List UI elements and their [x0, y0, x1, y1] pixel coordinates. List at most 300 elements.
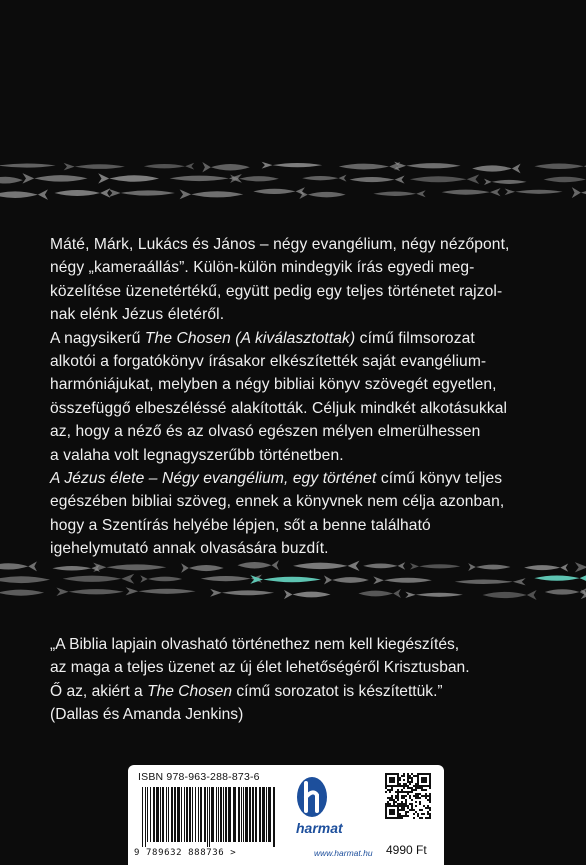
fish-icon [262, 162, 323, 169]
fish-icon [339, 162, 400, 171]
barcode-bar [174, 787, 176, 842]
fish-icon [0, 561, 37, 571]
qr-module [407, 791, 409, 793]
isbn-number: ISBN 978-963-288-873-6 [138, 771, 260, 783]
qr-module [397, 785, 399, 787]
qr-module [397, 779, 399, 781]
desc-text: című könyv teljes [376, 470, 503, 488]
qr-module [397, 813, 399, 815]
barcode-bar [241, 787, 242, 842]
qr-module [397, 777, 399, 779]
qr-module [429, 793, 431, 795]
qr-module [427, 805, 429, 807]
qr-module [403, 773, 405, 775]
qr-module [399, 777, 401, 779]
barcode-digits: 9 789632 888736 > [134, 848, 237, 858]
qr-module [389, 777, 391, 779]
qr-module [391, 787, 393, 789]
qr-module [417, 779, 419, 781]
quote-text-part: című sorozatot is készítettük.” [232, 682, 443, 700]
qr-module [421, 795, 423, 797]
qr-module [429, 801, 431, 803]
qr-module [417, 795, 419, 797]
qr-module [429, 779, 431, 781]
qr-module [411, 791, 413, 793]
fish-icon [126, 587, 196, 595]
barcode-bar [147, 787, 148, 842]
qr-module [399, 783, 401, 785]
qr-module [417, 785, 419, 787]
qr-module [421, 785, 423, 787]
qr-module [405, 805, 407, 807]
qr-module [391, 797, 393, 799]
qr-module [387, 773, 389, 775]
qr-module [407, 805, 409, 807]
qr-module [411, 799, 413, 801]
fish-band-bottom-graphic [0, 558, 586, 602]
qr-module [429, 807, 431, 809]
qr-module [399, 805, 401, 807]
qr-module [397, 817, 399, 819]
qr-module [413, 813, 415, 815]
desc-text: A nagysikerű [50, 329, 145, 347]
barcode-bar [259, 787, 261, 842]
qr-module [421, 781, 423, 783]
barcode-bar [166, 787, 167, 842]
qr-module [391, 813, 393, 815]
qr-module [385, 805, 387, 807]
fish-icon [545, 588, 586, 597]
qr-module [391, 777, 393, 779]
qr-module [423, 779, 425, 781]
qr-module [401, 789, 403, 791]
qr-module [391, 811, 393, 813]
qr-module [411, 803, 413, 805]
barcode-bar [189, 787, 191, 842]
qr-module [425, 789, 427, 791]
qr-module [423, 813, 425, 815]
qr-module [411, 781, 413, 783]
qr-module [387, 817, 389, 819]
qr-module [423, 789, 425, 791]
qr-module [397, 815, 399, 817]
fish-icon [468, 563, 510, 571]
qr-module [391, 799, 393, 801]
quote-series-title: The Chosen [147, 682, 233, 700]
qr-module [429, 799, 431, 801]
barcode-bar [207, 787, 208, 847]
qr-module [405, 815, 407, 817]
qr-module [413, 809, 415, 811]
qr-module [397, 805, 399, 807]
qr-module [393, 805, 395, 807]
qr-module [415, 789, 417, 791]
fish-icon [250, 575, 321, 584]
qr-module [389, 789, 391, 791]
qr-module [403, 785, 405, 787]
qr-module [399, 813, 401, 815]
qr-module [399, 815, 401, 817]
fish-icon [373, 190, 425, 197]
barcode-bar [218, 787, 219, 842]
qr-module [403, 809, 405, 811]
barcode-bar [195, 787, 196, 842]
description-paragraph-2 [50, 327, 550, 467]
fish-icon [324, 575, 369, 584]
fish-icon [544, 175, 586, 184]
barcode-panel [128, 765, 444, 865]
qr-module [429, 785, 431, 787]
qr-module [403, 815, 405, 817]
qr-module [417, 797, 419, 799]
qr-module [395, 801, 397, 803]
barcode-bar [200, 787, 202, 842]
price-label: 4990 Ft [386, 843, 427, 857]
fish-icon [180, 189, 244, 199]
qr-module [419, 793, 421, 795]
barcode-bar [266, 787, 267, 842]
fish-icon [534, 162, 586, 171]
qr-module [411, 779, 413, 781]
qr-module [401, 807, 403, 809]
fish-band-top-graphic [0, 158, 586, 202]
qr-module [425, 779, 427, 781]
qr-module [407, 777, 409, 779]
qr-module [415, 787, 417, 789]
qr-module [415, 797, 417, 799]
qr-module [409, 791, 411, 793]
fish-icon [572, 187, 586, 198]
fish-icon [109, 189, 175, 197]
barcode-bar [204, 787, 206, 842]
barcode-bar [171, 787, 173, 842]
qr-module [419, 817, 421, 819]
barcode-bar [160, 787, 161, 842]
qr-module [405, 799, 407, 801]
qr-module [429, 795, 431, 797]
qr-module [409, 797, 411, 799]
qr-module [415, 783, 417, 785]
qr-module [395, 795, 397, 797]
qr-module [413, 817, 415, 819]
fish-icon [284, 590, 331, 599]
fish-icon [0, 162, 56, 169]
qr-module [403, 795, 405, 797]
qr-module [389, 813, 391, 815]
qr-module [407, 775, 409, 777]
series-title: The Chosen (A kiválasztottak) [144, 329, 356, 347]
fish-icon [140, 575, 182, 582]
qr-module [413, 789, 415, 791]
fish-icon [54, 188, 110, 198]
quote-attribution: (Dallas és Amanda Jenkins) [50, 706, 244, 724]
qr-module [385, 815, 387, 817]
fish-icon [63, 574, 135, 584]
qr-module [417, 781, 419, 783]
qr-module [415, 785, 417, 787]
barcode-bar [225, 787, 227, 842]
fish-icon [524, 564, 568, 572]
barcode-bar [192, 787, 193, 842]
qr-module [421, 813, 423, 815]
qr-module [387, 797, 389, 799]
fish-icon [22, 173, 87, 183]
qr-module [409, 809, 411, 811]
qr-module [389, 779, 391, 781]
qr-module [425, 781, 427, 783]
barcode-bar [238, 787, 240, 842]
fish-icon [410, 174, 479, 184]
qr-module [421, 787, 423, 789]
qr-module [397, 799, 399, 801]
qr-module [411, 805, 413, 807]
barcode-bar [142, 787, 143, 847]
qr-module [391, 789, 393, 791]
barcode-bar [228, 787, 231, 842]
qr-module [397, 793, 399, 795]
barcode-graphic [138, 787, 278, 847]
qr-module [427, 773, 429, 775]
qr-module [401, 817, 403, 819]
barcode-bar [177, 787, 180, 842]
qr-module [385, 781, 387, 783]
qr-module [417, 813, 419, 815]
qr-module [425, 777, 427, 779]
qr-module [419, 803, 421, 805]
description-paragraph-3 [50, 467, 550, 561]
fish-icon [299, 190, 345, 199]
qr-module [429, 773, 431, 775]
qr-module [393, 803, 395, 805]
qr-module [417, 793, 419, 795]
fish-icon [210, 589, 274, 597]
qr-module [409, 803, 411, 805]
qr-module [389, 805, 391, 807]
barcode-bar [145, 787, 146, 847]
qr-module [385, 779, 387, 781]
qr-module [427, 807, 429, 809]
barcode-bar [150, 787, 151, 842]
qr-module [389, 797, 391, 799]
qr-module [409, 777, 411, 779]
qr-module [403, 791, 405, 793]
desc-line: harmóniájukat, melyben a négy bibliai könyv szövegét egyetlen, [50, 376, 497, 394]
qr-module [429, 817, 431, 819]
qr-module [393, 811, 395, 813]
desc-text: című filmsorozat [355, 329, 475, 347]
qr-module [421, 777, 423, 779]
barcode-bar [245, 787, 248, 842]
qr-module [399, 817, 401, 819]
qr-module [407, 787, 409, 789]
qr-module [407, 811, 409, 813]
qr-module [413, 775, 415, 777]
qr-module [423, 781, 425, 783]
qr-module [403, 775, 405, 777]
desc-line: nak elénk Jézus életéről. [50, 306, 225, 324]
qr-module [415, 801, 417, 803]
fish-icon [202, 162, 249, 172]
qr-module [399, 803, 401, 805]
quote-text [50, 633, 550, 727]
qr-module [401, 791, 403, 793]
fish-icon [373, 576, 432, 584]
qr-module [403, 783, 405, 785]
qr-module [389, 785, 391, 787]
qr-module [419, 797, 421, 799]
qr-module [389, 817, 391, 819]
qr-module [385, 775, 387, 777]
qr-module [401, 797, 403, 799]
fish-band-top [0, 158, 586, 202]
qr-module [419, 809, 421, 811]
qr-module [427, 785, 429, 787]
qr-module [405, 795, 407, 797]
barcode-bar [162, 787, 164, 842]
harmat-logo-icon [295, 775, 329, 819]
qr-module [389, 791, 391, 793]
qr-module [385, 803, 387, 805]
qr-module [397, 811, 399, 813]
qr-module [385, 791, 387, 793]
barcode-bar [211, 787, 214, 842]
quote-line: az maga a teljes üzenet az új élet lehetőségéről Krisztusban. [50, 659, 470, 677]
fish-icon [350, 176, 405, 184]
qr-module [395, 785, 397, 787]
qr-module [397, 803, 399, 805]
qr-module [403, 803, 405, 805]
qr-module [405, 801, 407, 803]
qr-module [417, 777, 419, 779]
qr-module [393, 785, 395, 787]
barcode-bar [184, 787, 185, 842]
qr-module [385, 809, 387, 811]
barcode-bar [268, 787, 271, 842]
qr-module [389, 811, 391, 813]
qr-module [429, 809, 431, 811]
qr-module [389, 803, 391, 805]
qr-module [427, 813, 429, 815]
qr-module [425, 785, 427, 787]
barcode-bar [181, 787, 182, 842]
qr-module [411, 807, 413, 809]
qr-module [391, 809, 393, 811]
fish-icon [253, 187, 305, 195]
fish-icon [144, 163, 194, 170]
qr-module [429, 797, 431, 799]
fish-icon [358, 589, 401, 598]
publisher-url[interactable]: www.harmat.hu [314, 848, 373, 858]
qr-module [385, 783, 387, 785]
qr-module [417, 787, 419, 789]
barcode-bar [220, 787, 222, 842]
barcode-bar [209, 787, 210, 847]
qr-module [401, 775, 403, 777]
qr-module [385, 777, 387, 779]
qr-module [403, 779, 405, 781]
fish-icon [575, 562, 586, 572]
barcode-bar [262, 787, 265, 842]
fish-icon [64, 163, 125, 171]
qr-module [407, 785, 409, 787]
qr-module [427, 811, 429, 813]
qr-module [393, 777, 395, 779]
qr-module [401, 803, 403, 805]
qr-module [419, 773, 421, 775]
qr-module [385, 811, 387, 813]
barcode-bar [168, 787, 169, 842]
book-title: A Jézus élete – Négy evangélium, egy történet [50, 470, 377, 488]
qr-module [389, 799, 391, 801]
qr-module [409, 787, 411, 789]
qr-module [405, 803, 407, 805]
qr-module [401, 795, 403, 797]
qr-module [429, 775, 431, 777]
fish-icon [410, 563, 460, 570]
qr-module [429, 787, 431, 789]
fish-icon [93, 563, 166, 572]
qr-module [397, 781, 399, 783]
qr-module [385, 787, 387, 789]
qr-module [421, 809, 423, 811]
description-paragraph-1 [50, 233, 550, 327]
qr-module [425, 807, 427, 809]
qr-module [397, 775, 399, 777]
qr-module [395, 797, 397, 799]
barcode-bar [198, 787, 199, 842]
qr-module [385, 817, 387, 819]
desc-line: egészében bibliai szöveg, ennek a könyvnek nem célja azonban, [50, 493, 505, 511]
qr-module [387, 785, 389, 787]
barcode-bar [243, 787, 244, 842]
qr-module [415, 775, 417, 777]
desc-line: a valaha volt legnagyszerűbb történetben. [50, 446, 344, 464]
qr-module [405, 783, 407, 785]
qr-module [429, 813, 431, 815]
fish-band-bottom [0, 558, 586, 602]
fish-icon [237, 560, 279, 570]
fish-icon [455, 578, 526, 585]
qr-module [417, 773, 419, 775]
fish-icon [98, 173, 159, 183]
fish-icon [181, 563, 224, 573]
qr-module [409, 775, 411, 777]
qr-module [389, 781, 391, 783]
fish-icon [293, 561, 359, 571]
desc-line: összefüggő elbeszéléssé alakították. Céljuk mindkét alkotásukkal [50, 399, 508, 417]
qr-module [387, 789, 389, 791]
qr-module [395, 791, 397, 793]
qr-module [411, 777, 413, 779]
quote-text-part: Ő az, akiért a [50, 682, 148, 700]
qr-module [423, 805, 425, 807]
qr-module [427, 795, 429, 797]
qr-module [397, 795, 399, 797]
qr-module [421, 817, 423, 819]
qr-module [401, 815, 403, 817]
barcode-bar [216, 787, 217, 842]
qr-module [385, 807, 387, 809]
qr-module [395, 817, 397, 819]
qr-module [411, 789, 413, 791]
qr-module [417, 775, 419, 777]
qr-module [385, 813, 387, 815]
back-cover-description [50, 233, 550, 561]
qr-module [387, 803, 389, 805]
qr-module [401, 801, 403, 803]
publisher-name: harmat [296, 820, 343, 836]
barcode-bar [252, 787, 254, 842]
